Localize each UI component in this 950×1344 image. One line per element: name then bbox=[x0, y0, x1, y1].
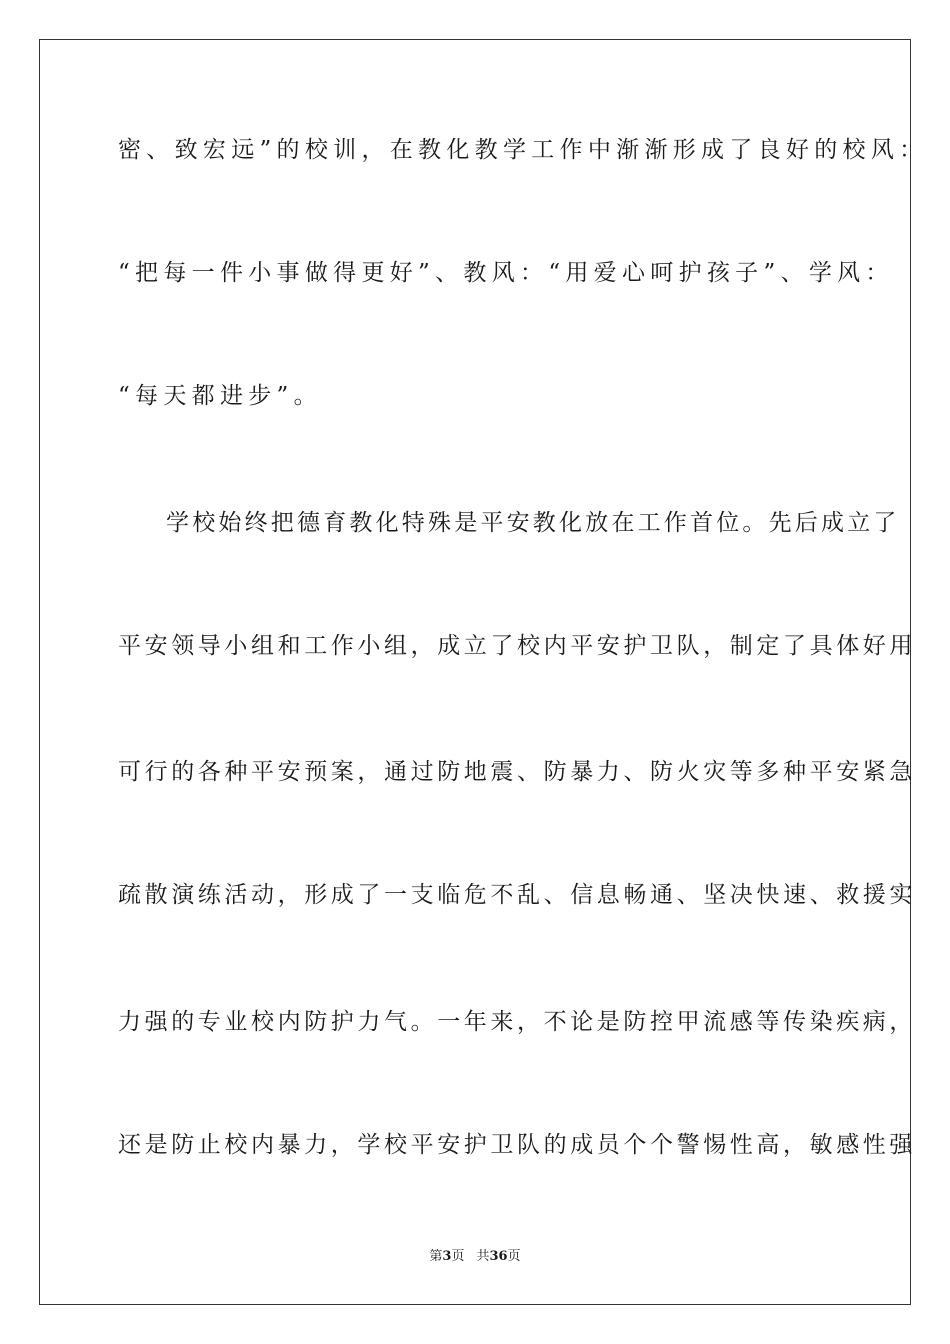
body-text-line: 疏散演练活动，形成了一支临危不乱、信息畅通、坚决快速、救援实 bbox=[118, 882, 916, 908]
page-number: 3 bbox=[442, 1249, 452, 1264]
page-border bbox=[39, 39, 928, 1305]
body-text-line: “把每一件小事做得更好”、教风：“用爱心呵护孩子”、学风： bbox=[118, 260, 894, 286]
body-text-line: 还是防止校内暴力，学校平安护卫队的成员个个警惕性高，敏感性强 bbox=[118, 1132, 916, 1158]
body-text-line: 密、致宏远”的校训，在教化教学工作中渐渐形成了良好的校风： bbox=[118, 137, 928, 163]
body-text-line: 力强的专业校内防护力气。一年来，不论是防控甲流感等传染疾病， bbox=[118, 1009, 916, 1035]
total-pages: 36 bbox=[489, 1249, 508, 1264]
page-footer bbox=[0, 1248, 950, 1266]
page-prefix: 第 bbox=[429, 1249, 443, 1264]
page-suffix: 页 bbox=[451, 1249, 465, 1264]
total-suffix: 页 bbox=[507, 1249, 521, 1264]
body-text-line: “每天都进步”。 bbox=[118, 383, 322, 409]
total-prefix: 共 bbox=[476, 1249, 490, 1264]
paragraph-first-line: 学校始终把德育教化特殊是平安教化放在工作首位。先后成立了 bbox=[166, 510, 900, 536]
body-text-line: 平安领导小组和工作小组，成立了校内平安护卫队，制定了具体好用 bbox=[118, 633, 916, 659]
body-text-line: 可行的各种平安预案，通过防地震、防暴力、防火灾等多种平安紧急 bbox=[118, 759, 916, 785]
